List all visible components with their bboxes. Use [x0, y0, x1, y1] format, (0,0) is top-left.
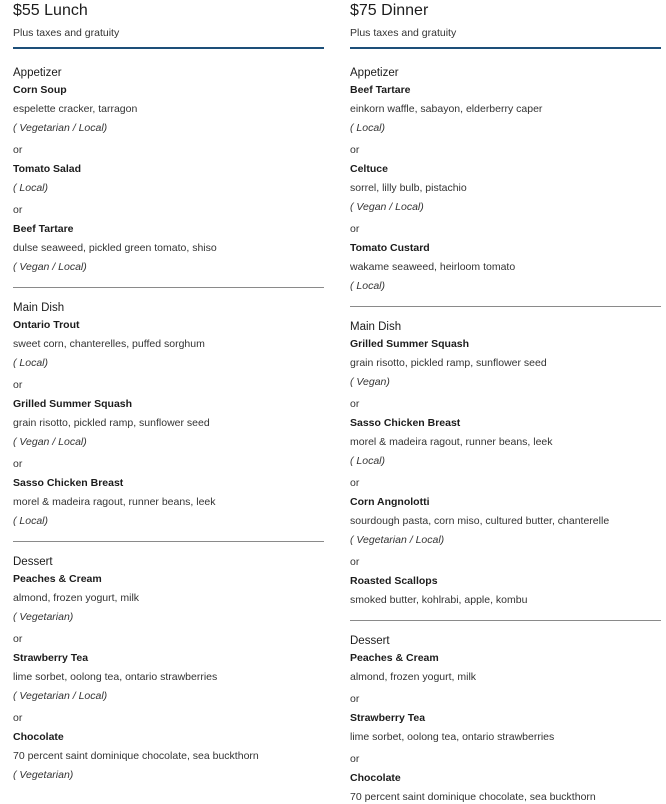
dish-name: Corn Soup: [13, 84, 67, 96]
dish-name: Celtuce: [350, 163, 388, 175]
lunch-title: $55 Lunch: [13, 2, 88, 19]
menu-item: [350, 652, 661, 684]
course-divider: [350, 620, 661, 621]
or-separator: or: [13, 144, 23, 156]
dish-description: lime sorbet, oolong tea, ontario strawberries: [13, 671, 218, 683]
dinner-subtitle: Plus taxes and gratuity: [350, 27, 457, 39]
dish-name: Tomato Custard: [350, 242, 430, 254]
dish-name: Roasted Scallops: [350, 575, 438, 587]
dish-tags: ( Vegan / Local): [13, 436, 87, 448]
dish-description: grain risotto, pickled ramp, sunflower seed: [350, 357, 547, 369]
menu-item: [13, 731, 324, 782]
dish-description: sweet corn, chanterelles, puffed sorghum: [13, 338, 205, 350]
or-separator: or: [350, 223, 360, 235]
course-divider: [13, 541, 324, 542]
dish-name: Tomato Salad: [13, 163, 82, 175]
lunch-subtitle: Plus taxes and gratuity: [13, 27, 120, 39]
dish-description: wakame seaweed, heirloom tomato: [350, 261, 516, 273]
dish-description: morel & madeira ragout, runner beans, leek: [13, 496, 216, 508]
dish-description: 70 percent saint dominique chocolate, sea buckthorn: [13, 750, 259, 762]
dish-description: einkorn waffle, sabayon, elderberry caper: [350, 103, 543, 115]
course-divider: [350, 306, 661, 307]
dish-description: lime sorbet, oolong tea, ontario strawberries: [350, 731, 555, 743]
menu-item: [350, 496, 661, 547]
menu-item: [13, 84, 324, 135]
dinner-main-course: [350, 320, 661, 607]
course-title: Main Dish: [350, 321, 402, 333]
dish-name: Strawberry Tea: [13, 652, 89, 664]
lunch-title-divider: [13, 47, 324, 49]
dish-description: espelette cracker, tarragon: [13, 103, 138, 115]
dish-name: Grilled Summer Squash: [13, 398, 133, 410]
dish-tags: ( Vegetarian / Local): [13, 690, 108, 702]
menu-item: [13, 573, 324, 624]
dish-description: 70 percent saint dominique chocolate, sea buckthorn: [350, 791, 596, 803]
menu-item: [13, 477, 324, 528]
menu-item: [350, 84, 661, 135]
or-separator: or: [350, 556, 360, 568]
dish-description: morel & madeira ragout, runner beans, leek: [350, 436, 553, 448]
dinner-menu: [350, 0, 661, 804]
menu-item: [350, 242, 661, 293]
menu-item: [13, 163, 324, 195]
menu-item: [13, 652, 324, 703]
or-separator: or: [350, 693, 360, 705]
dish-tags: ( Vegetarian): [13, 769, 74, 781]
dish-description: sorrel, lilly bulb, pistachio: [350, 182, 467, 194]
or-separator: or: [350, 477, 360, 489]
or-separator: or: [13, 712, 23, 724]
dish-name: Sasso Chicken Breast: [350, 417, 461, 429]
or-separator: or: [13, 204, 23, 216]
dish-tags: ( Vegetarian / Local): [13, 122, 108, 134]
dish-description: dulse seaweed, pickled green tomato, shiso: [13, 242, 217, 254]
dish-description: sourdough pasta, corn miso, cultured butter, chanterelle: [350, 515, 610, 527]
dish-name: Corn Angnolotti: [350, 496, 430, 508]
dish-tags: ( Local): [350, 280, 386, 292]
dish-tags: ( Local): [350, 455, 386, 467]
course-title: Appetizer: [13, 67, 62, 79]
dish-tags: ( Local): [13, 182, 49, 194]
dish-name: Grilled Summer Squash: [350, 338, 470, 350]
lunch-appetizer-course: [13, 66, 324, 274]
menu-item: [350, 772, 661, 804]
dish-name: Peaches & Cream: [13, 573, 102, 585]
dish-name: Beef Tartare: [350, 84, 411, 96]
dish-name: Strawberry Tea: [350, 712, 426, 724]
dish-tags: ( Vegan / Local): [350, 201, 424, 213]
course-title: Main Dish: [13, 302, 65, 314]
dish-tags: ( Vegan): [350, 376, 390, 388]
dish-tags: ( Vegetarian): [13, 611, 74, 623]
dish-name: Sasso Chicken Breast: [13, 477, 124, 489]
course-title: Dessert: [13, 556, 53, 568]
dish-name: Chocolate: [13, 731, 64, 743]
dish-tags: ( Vegan / Local): [13, 261, 87, 273]
dinner-title-divider: [350, 47, 661, 49]
or-separator: or: [13, 458, 23, 470]
dish-name: Beef Tartare: [13, 223, 74, 235]
dish-description: smoked butter, kohlrabi, apple, kombu: [350, 594, 528, 606]
dish-description: almond, frozen yogurt, milk: [350, 671, 477, 683]
dish-tags: ( Local): [350, 122, 386, 134]
menu-item: [350, 163, 661, 214]
course-divider: [13, 287, 324, 288]
menu-item: [350, 417, 661, 468]
or-separator: or: [13, 379, 23, 391]
dinner-dessert-course: [350, 634, 661, 804]
dish-name: Ontario Trout: [13, 319, 80, 331]
lunch-dessert-course: [13, 555, 324, 782]
course-title: Appetizer: [350, 67, 399, 79]
dish-tags: ( Local): [13, 515, 49, 527]
or-separator: or: [13, 633, 23, 645]
menu-item: [350, 338, 661, 389]
dish-description: grain risotto, pickled ramp, sunflower seed: [13, 417, 210, 429]
dish-name: Chocolate: [350, 772, 401, 784]
dish-description: almond, frozen yogurt, milk: [13, 592, 140, 604]
course-title: Dessert: [350, 635, 390, 647]
menu-item: [13, 319, 324, 370]
menu-item: [13, 223, 324, 274]
or-separator: or: [350, 753, 360, 765]
dish-name: Peaches & Cream: [350, 652, 439, 664]
dinner-appetizer-course: [350, 66, 661, 293]
or-separator: or: [350, 144, 360, 156]
menu-item: [350, 712, 661, 744]
dish-tags: ( Local): [13, 357, 49, 369]
dish-tags: ( Vegetarian / Local): [350, 534, 445, 546]
menu-item: [350, 575, 661, 607]
lunch-main-course: [13, 301, 324, 528]
dinner-title: $75 Dinner: [350, 2, 429, 19]
or-separator: or: [350, 398, 360, 410]
menu-item: [13, 398, 324, 449]
lunch-menu: [13, 0, 324, 782]
